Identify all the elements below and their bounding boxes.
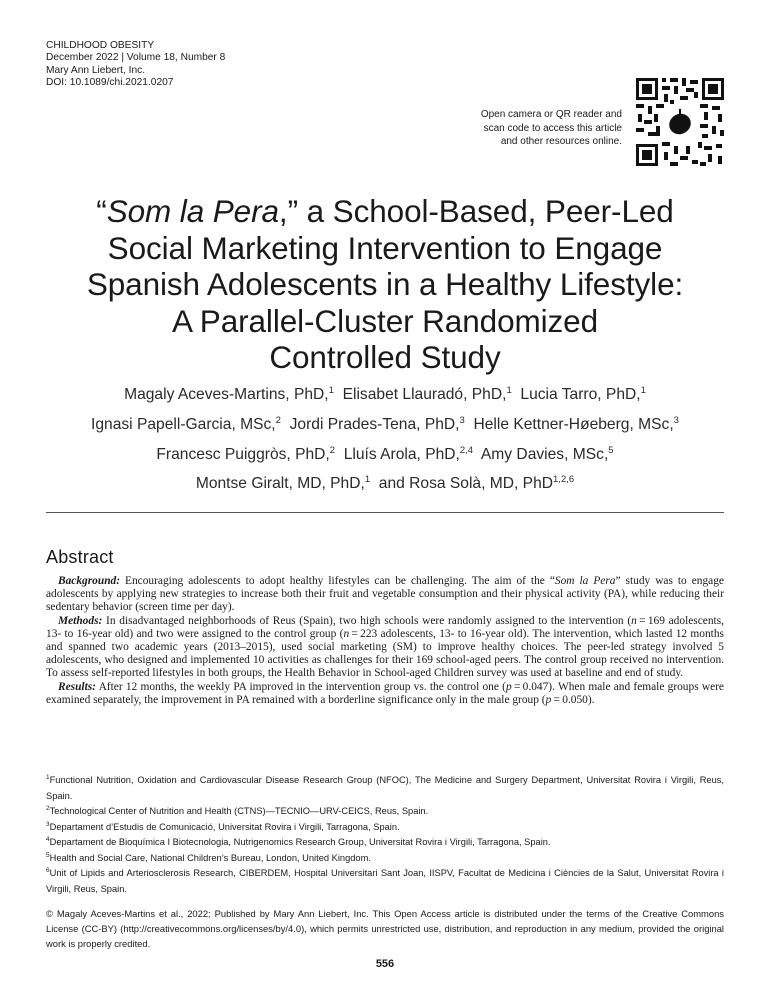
- author: Ignasi Papell-Garcia, MSc,$^2$: [91, 414, 281, 433]
- author: Jordi Prades-Tena, PhD,$^3$: [289, 414, 465, 433]
- journal-publisher: Mary Ann Liebert, Inc.: [46, 64, 146, 76]
- author: Lluís Arola, PhD,$^{2,4}$: [343, 444, 474, 463]
- author: Francesc Puiggròs, PhD,$^2$: [156, 444, 336, 463]
- qr-caption-line: and other resources online.: [500, 136, 622, 148]
- author: Lucia Tarro, PhD,$^1$: [520, 385, 646, 403]
- affiliation: $^2$Technological Center of Nutrition and Health (CTNS)—TECNIO—URV-CEICS, Reus, Spain.: [46, 805, 429, 816]
- author: Montse Giralt, MD, PhD,$^1$: [195, 474, 371, 493]
- qr-caption-line: scan code to access this article: [483, 122, 622, 134]
- abstract-results: Results: After 12 months, the weekly PA improved in the intervention group vs. the control one (p = 0.047). When male and female groups were examined separately, the improvement in PA remained with a borderline significance only in the male group (p = 0.050).: [46, 680, 724, 706]
- qr-caption: [422, 108, 622, 149]
- affiliation: $^4$Departament de Bioquímica I Biotecnologia, Nutrigenomics Research Group, Universitat Rovira i Virgili, Tarragona, Spain.: [46, 836, 551, 847]
- title-line: Controlled Study: [269, 339, 501, 376]
- journal-name: CHILDHOOD OBESITY: [46, 40, 155, 51]
- title-italic: Som la Pera: [106, 193, 279, 229]
- author: and Rosa Solà, MD, PhD$^{1,2,6}$: [378, 474, 575, 493]
- affiliation: $^1$Functional Nutrition, Oxidation and Cardiovascular Disease Research Group (NFOC), The Medicine and Surgery Department, Universitat Rovira i Virgili, Reus, Spain.: [46, 774, 724, 801]
- qr-caption-line: Open camera or QR reader and: [480, 109, 622, 120]
- page-number: 556: [375, 958, 395, 970]
- author-line: [40, 410, 730, 440]
- author: Elisabet Llauradó, PhD,$^1$: [342, 385, 512, 403]
- title-line: [40, 193, 730, 230]
- author-line: [40, 380, 730, 410]
- author: Magaly Aceves-Martins, PhD,$^1$: [124, 385, 334, 403]
- title-line: A Parallel-Cluster Randomized: [171, 302, 599, 339]
- journal-doi[interactable]: DOI: 10.1089/chi.2021.0207: [46, 77, 174, 89]
- article-title: [40, 193, 730, 376]
- qr-code-icon[interactable]: [634, 76, 726, 168]
- abstract-heading: Abstract: [46, 547, 114, 567]
- author-line: [40, 469, 730, 499]
- author: Helle Kettner-Høeberg, MSc,$^3$: [473, 414, 679, 433]
- title-open-quote: “: [96, 193, 107, 229]
- affiliation: $^5$Health and Social Care, National Children’s Bureau, London, United Kingdom.: [46, 851, 371, 863]
- title-line: Spanish Adolescents in a Healthy Lifestyle:: [86, 266, 684, 303]
- title-line: Social Marketing Intervention to Engage: [107, 229, 663, 266]
- journal-header: [46, 40, 225, 90]
- license-notice: © Magaly Aceves-Martins et al., 2022; Published by Mary Ann Liebert, Inc. This Open Access article is distributed under the terms of the Creative Commons License (CC-BY) (http://creativecommons.org/licenses/by/4.0), which permits unrestricted use, distribution, and reproduction in any medium, provided the original work is properly credited.: [46, 908, 724, 949]
- abstract-body: [46, 575, 724, 707]
- author-line: [40, 440, 730, 470]
- title-after-italic: ,” a School-Based, Peer-Led: [278, 193, 674, 229]
- affiliations: [46, 773, 724, 897]
- affiliation: $^6$Unit of Lipids and Arteriosclerosis Research, CIBERDEM, Hospital Universitari Sant Joan, IISPV, Facultat de Medicina i Ciències de la Salut, Universitat Rovira i Virgili, Reus, Spain.: [46, 867, 724, 894]
- abstract-methods: Methods: In disadvantaged neighborhoods of Reus (Spain), two high schools were randomly assigned to the intervention (n = 169 adolescents, 13- to 16-year old) and two were assigned to the control group (n = 223 adolescents, 13- to 16-year old). The intervention, which lasted 12 months and spanned two academic years (2013–2015), used social marketing (SM) to improve healthy choices. The peer-led strategy involved 5 adolescents, who designed and implemented 10 activities as challenges for their 169 school-aged peers. The control group received no intervention. To assess self-reported lifestyles in both groups, the Health Behavior in School-aged Children survey was used at baseline and end of study.: [46, 614, 724, 680]
- author: Amy Davies, MSc,$^5$: [480, 444, 614, 463]
- affiliation: $^3$Departament d’Estudis de Comunicació, Universitat Rovira i Virgili, Tarragona, Spain.: [46, 820, 400, 832]
- journal-issue: December 2022 | Volume 18, Number 8: [46, 52, 226, 64]
- section-divider: [46, 512, 724, 513]
- abstract-background: Background: Encouraging adolescents to adopt healthy lifestyles can be challenging. The aim of the “Som la Pera” study was to engage adolescents by applying new strategies to increase both their fruit and vegetable consumption and their physical activity (PA), while reducing their sedentary behavior (screen time per day).: [46, 575, 724, 614]
- author-list: [40, 380, 730, 499]
